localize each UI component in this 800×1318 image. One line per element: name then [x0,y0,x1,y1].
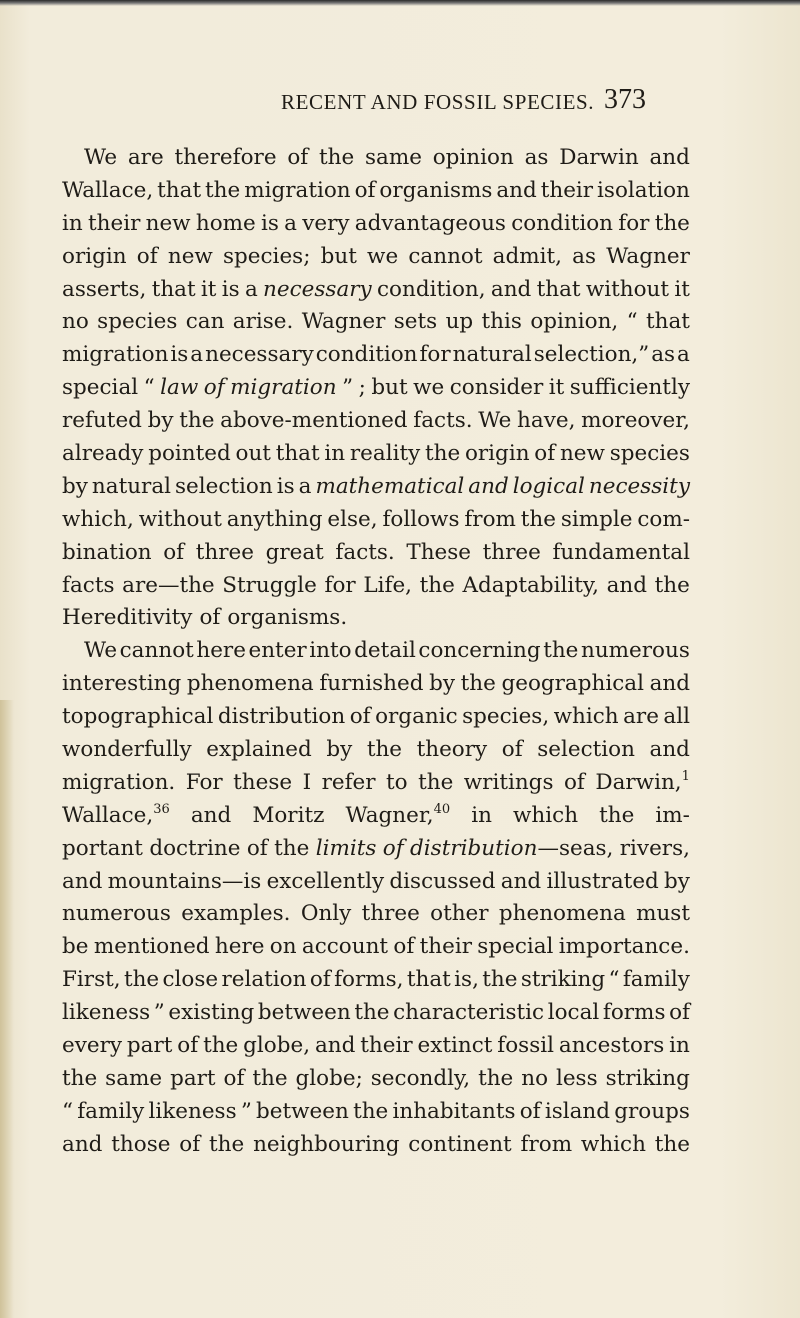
text-line: We are therefore of the same opinion as Darwin and [84,145,690,170]
text-line: no species can arise. Wagner sets up this opinion, “ that [62,309,690,335]
text-line: migration. For these I refer to the writings of Darwin,$^1$ [62,768,690,795]
text-line: be mentioned here on account of their special importance. [62,934,690,960]
text-line: topographical distribution of organic species, which are all [62,704,690,730]
text-line: migration is a necessary condition for natural selection,” as a [62,342,690,368]
text-line: every part of the globe, and their extinct fossil ancestors in [62,1033,690,1059]
text-line: facts are—the Struggle for Life, the Adaptability, and the [62,572,690,598]
page-number: 373 [604,84,646,115]
text-line: the same part of the globe; secondly, the no less striking [62,1065,690,1091]
text-line: likeness ” existing between the characteristic local forms of [62,1000,690,1026]
text-line: “ family likeness ” between the inhabitants of island groups [62,1098,690,1124]
page-binding-shadow [0,700,14,1318]
text-line: Wallace,$^{36}$ and Moritz Wagner,$^{40}$ in which the im- [62,801,690,828]
text-line: wonderfully explained by the theory of selection and [62,737,690,763]
text-line: numerous examples. Only three other phenomena must [62,901,690,927]
text-line: interesting phenomena furnished by the geographical and [62,671,690,697]
text-line: which, without anything else, follows from the simple com- [62,506,690,532]
text-line: special “ law of migration ” ; but we consider it sufficiently [62,375,690,401]
page-header [0,84,800,124]
text-line: origin of new species; but we cannot admit, as Wagner [62,243,690,269]
text-line: bination of three great facts. These three fundamental [62,539,690,565]
text-line: refuted by the above-mentioned facts. We have, moreover, [62,408,690,434]
text-line: and those of the neighbouring continent from which the [62,1131,690,1157]
text-line: We cannot here enter into detail concerning the numerous [84,638,690,664]
text-line: by natural selection is a mathematical and logical necessity [62,473,690,499]
text-line: portant doctrine of the limits of distribution—seas, rivers, [62,835,690,861]
text-line: and mountains—is excellently discussed and illustrated by [62,868,690,894]
text-line: Wallace, that the migration of organisms and their isolation [62,177,690,203]
text-line: asserts, that it is a necessary condition, and that without it [62,276,690,302]
text-line: in their new home is a very advantageous condition for the [62,210,690,236]
text-line: already pointed out that in reality the origin of new species [62,441,690,467]
running-title: RECENT AND FOSSIL SPECIES. [281,90,595,114]
text-line: First, the close relation of forms, that is, the striking “ family [62,967,690,993]
page-top-edge [0,0,800,6]
body-text [62,142,690,1162]
text-line: Hereditivity of organisms. [62,605,348,631]
